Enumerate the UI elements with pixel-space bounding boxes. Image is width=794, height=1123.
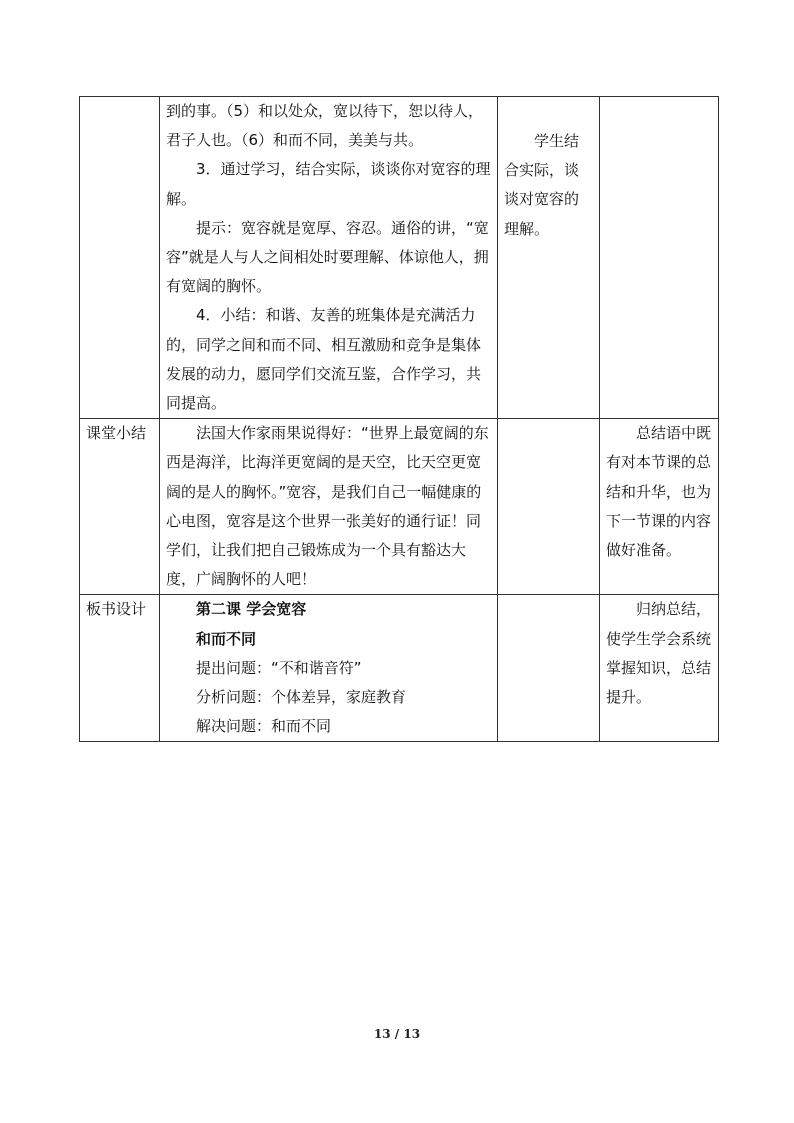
design-intent-cell [600,97,719,419]
content-cell [160,97,498,419]
design-intent-cell [600,595,719,742]
student-activity-cell [498,419,600,595]
student-activity-text: 学生结合实际，谈谈对宽容的理解。 [504,132,580,238]
content-paragraph: 法国大作家雨果说得好：“世界上最宽阔的东西是海洋，比海洋更宽阔的是天空，比天空更宽阔的是人的胸怀。”宽容，是我们自己一幅健康的心电图，宽容是这个世界一张美好的通行证！同学们，让我们把自己锻炼成为一个具有豁达大度，广阔胸怀的人吧！ [166,424,489,589]
content-cell [160,595,498,742]
table-row [80,595,719,742]
lesson-plan-table [79,96,719,742]
content-paragraph: 4．小结：和谐、友善的班集体是充满活力的，同学之间和而不同、相互激励和竞争是集体发展的动力，愿同学们交流互鉴，合作学习，共同提高。 [166,306,482,413]
student-activity-cell [498,595,600,742]
design-intent-cell [600,419,719,595]
row-label-cell: 课堂小结 [80,419,160,595]
content-paragraph: 提示：宽容就是宽厚、容忍。通俗的讲，“宽容”就是人与人之间相处时要理解、体谅他人，拥有宽阔的胸怀。 [166,218,489,296]
row-label-cell: 板书设计 [80,595,160,742]
design-intent-text: 总结语中既有对本节课的总结和升华，也为下一节课的内容做好准备。 [606,424,712,560]
content-paragraph: 3．通过学习，结合实际，谈谈你对宽容的理解。 [166,160,491,208]
student-activity-cell [498,97,600,419]
board-subtitle: 和而不同 [196,629,257,648]
table-row [80,419,719,595]
table-row [80,97,719,419]
board-item: 提出问题：“不和谐音符” [196,658,362,677]
board-title: 第二课 学会宽容 [196,600,307,619]
row-label-cell [80,97,160,419]
content-cell [160,419,498,595]
page-number: 13 / 13 [373,1027,421,1041]
board-item: 分析问题：个体差异，家庭教育 [196,688,407,707]
board-item: 解决问题：和而不同 [196,717,332,736]
content-paragraph: 到的事。（5）和以处众，宽以待下，恕以待人，君子人也。（6）和而不同，美美与共。 [166,102,484,150]
design-intent-text: 归纳总结，使学生学会系统掌握知识，总结提升。 [606,600,712,707]
